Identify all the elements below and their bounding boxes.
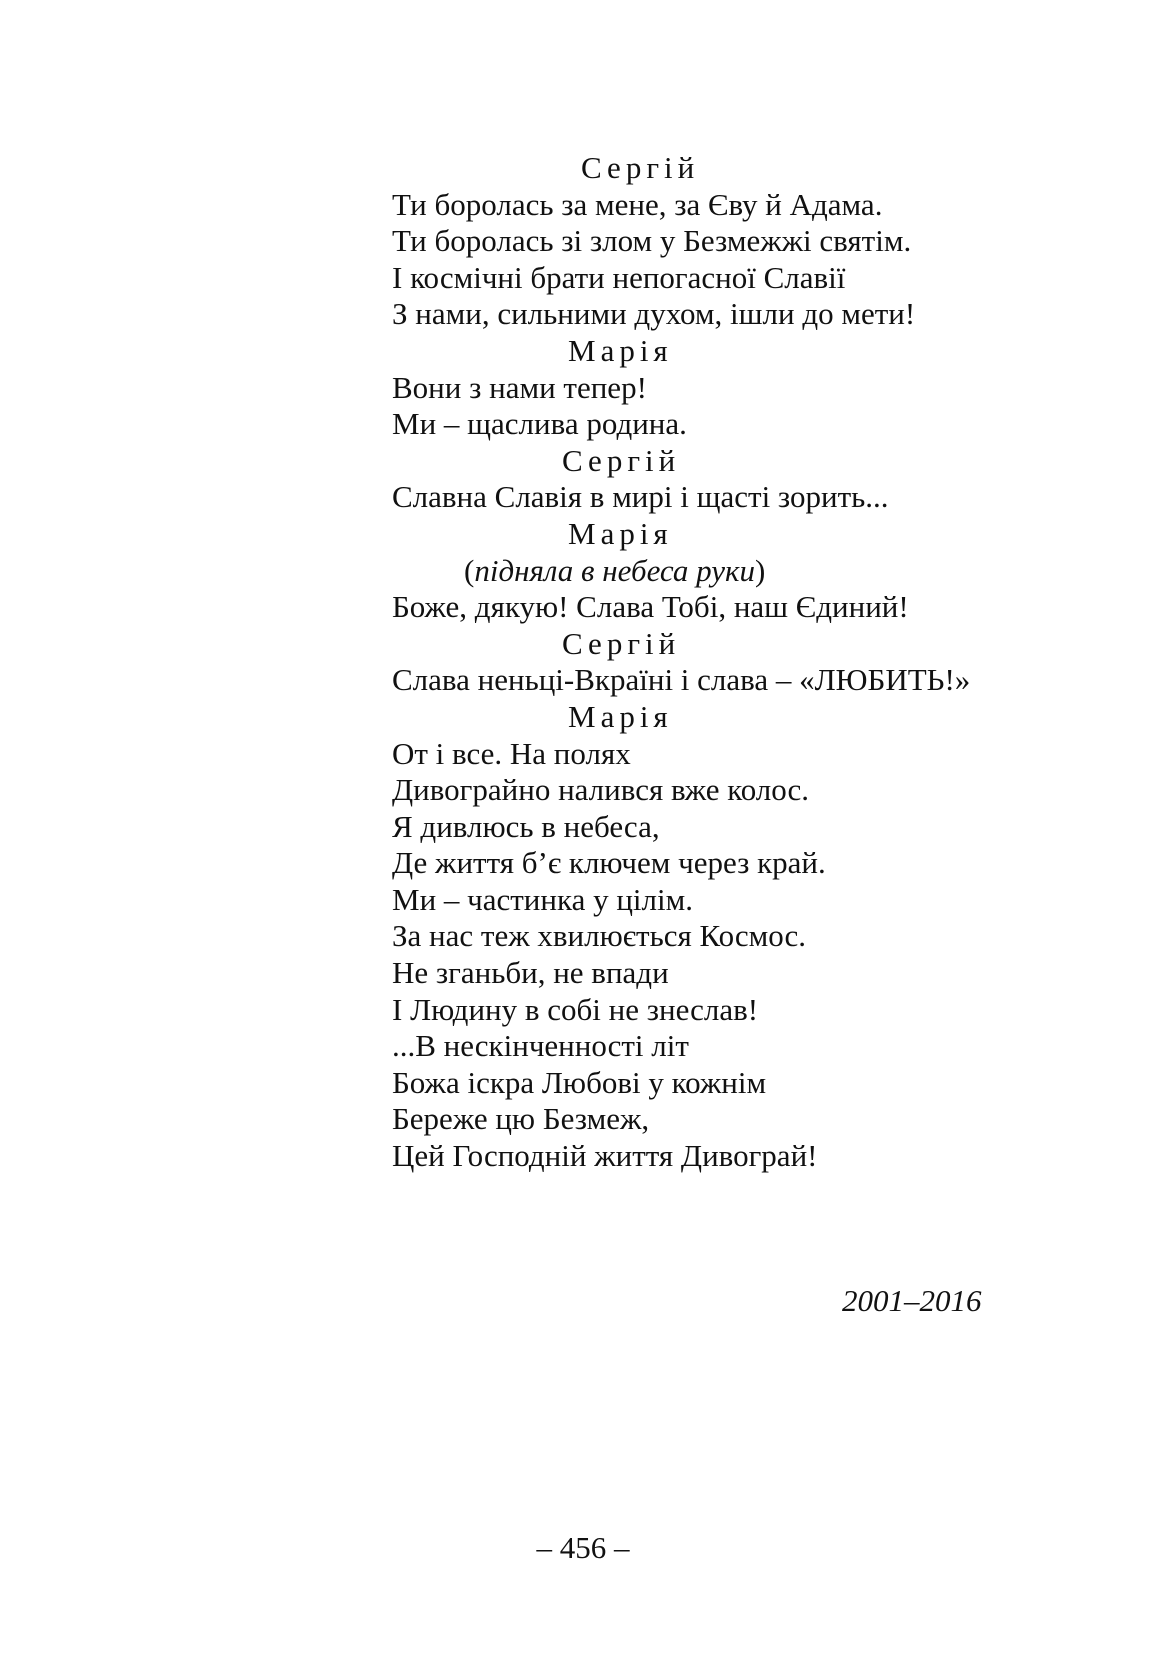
verse-line: Славна Славія в мирі і щасті зорить... [392, 479, 889, 515]
verse-line: Ми – частинка у цілім. [392, 881, 693, 917]
stage-direction-open-paren: ( [464, 552, 475, 588]
verse-line: Дивограйно налився вже колос. [392, 772, 810, 808]
verse-line: ...В нескінченності літ [392, 1028, 689, 1064]
verse-line: І Людину в собі не знеслав! [392, 991, 759, 1027]
verse-line: Ти боролась зі злом у Безмежжі святім. [392, 223, 912, 259]
verse-line: Не зганьби, не впади [392, 955, 669, 991]
page-number: – 456 – [536, 1530, 630, 1565]
verse-line: І космічні брати непогасної Славії [392, 259, 846, 295]
verse-line: Цей Господній життя Дивограй! [392, 1138, 818, 1174]
speaker-name: Марія [568, 515, 673, 551]
verse-line: Слава неньці-Вкраїні і слава – «ЛЮБИТЬ!» [392, 662, 971, 698]
speaker-name: Сергій [562, 625, 681, 661]
speaker-name: Сергій [581, 150, 700, 185]
stage-direction-close-paren: ) [755, 552, 766, 588]
verse-line: Береже цю Безмеж, [392, 1101, 650, 1137]
verse-line: Вони з нами тепер! [392, 369, 647, 405]
speaker-name: Марія [568, 698, 673, 734]
verse-line: От і все. На полях [392, 735, 631, 771]
verse-line: За нас теж хвилюється Космос. [392, 918, 807, 954]
verse-line: Божа іскра Любові у кожнім [392, 1064, 767, 1100]
stage-direction [392, 553, 1012, 590]
verse-line: Боже, дякую! Слава Тобі, наш Єдиний! [392, 589, 909, 625]
verse-line: Де життя б’є ключем через край. [392, 845, 826, 881]
speaker-name: Марія [568, 332, 673, 368]
stage-direction-text: підняла в небеса руки [474, 552, 755, 588]
verse-line: Я дивлюсь в небеса, [392, 808, 660, 844]
poem-text [392, 150, 1012, 1175]
date-range: 2001–2016 [842, 1283, 982, 1318]
verse-line: З нами, сильними духом, ішли до мети! [392, 296, 916, 332]
verse-line: Ти боролась за мене, за Єву й Адама. [392, 186, 883, 222]
speaker-name: Сергій [562, 442, 681, 478]
verse-line: Ми – щаслива родина. [392, 406, 687, 442]
